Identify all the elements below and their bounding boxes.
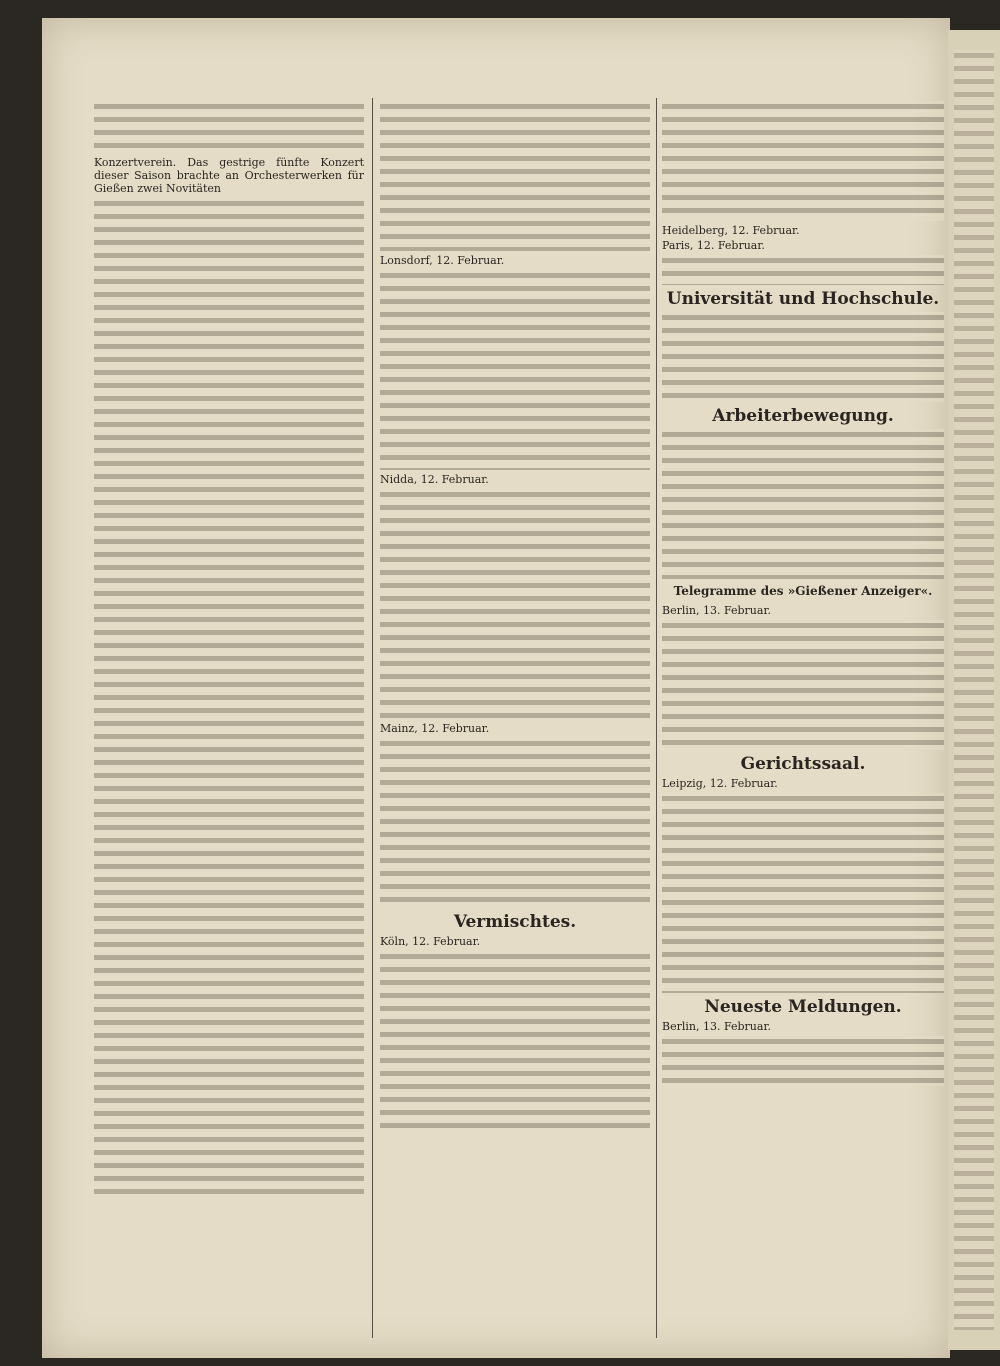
konzert-text: Konzertverein. Das gestrige fünfte Konzert dieser Saison brachte an Orchesterwerken für Gießen zwei Novitäten [94,156,364,195]
berlin-text: Berlin, 13. Februar. [662,604,771,617]
adjacent-page-edge [948,30,1000,1350]
neueste-heading: Neueste Meldungen. [704,997,902,1017]
mainz-text: Mainz, 12. Februar. [380,722,490,735]
nidda-text: Nidda, 12. Februar. [380,473,489,486]
column-2 [380,98,650,1134]
leipzig-text: Leipzig, 12. Februar. [662,777,778,790]
universitaet-heading: Universität und Hochschule. [666,289,940,309]
column-3 [662,98,944,1089]
column-1 [94,98,364,1201]
neueste-text: Berlin, 13. Februar. [662,1020,771,1033]
newspaper-page [42,18,950,1358]
lonsdorf-text: Lonsdorf, 12. Februar. [380,254,505,267]
heidelberg-text: Heidelberg, 12. Februar. [662,224,800,237]
gerichtssaal-heading: Gerichtssaal. [740,754,866,774]
koeln-text: Köln, 12. Februar. [380,935,481,948]
paris-text: Paris, 12. Februar. [662,239,765,252]
arbeiter-heading: Arbeiterbewegung. [712,406,894,426]
vermischtes-heading: Vermischtes. [453,912,577,932]
telegramme-heading: Telegramme des »Gießener Anzeiger«. [673,584,933,598]
